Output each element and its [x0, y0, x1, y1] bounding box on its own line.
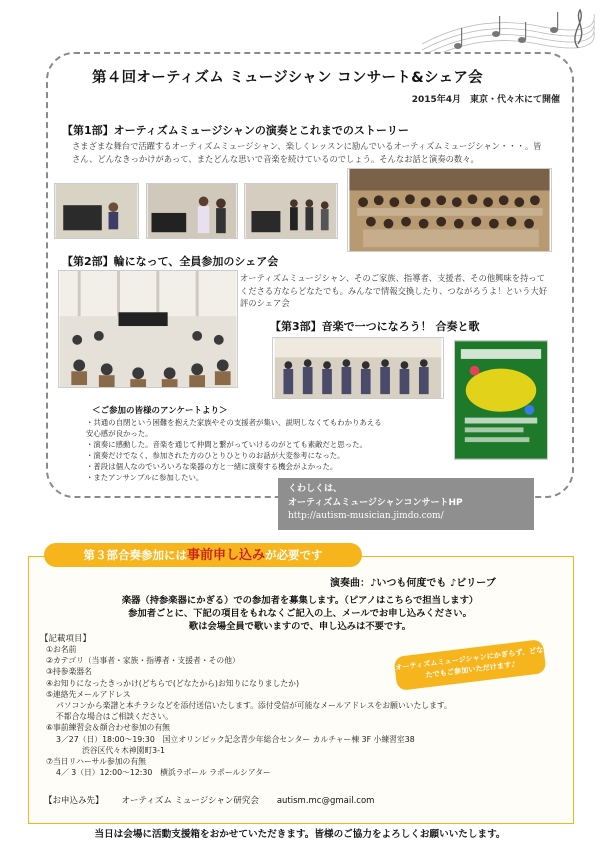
survey-comment: ・普段は個人なのでいろいろな楽器の方と一緒に演奏する機会がよかった。 [86, 462, 338, 471]
singing-note: 歌は会場全員で歌いますので、申し込みは不要です。 [188, 621, 412, 632]
required-item: ⑦当日リハーサル参加の有無 [46, 757, 146, 767]
survey-comment: ・またアンサンブルに参加したい。 [86, 473, 204, 482]
banner-text-emphasis: 事前申し込み [186, 548, 265, 563]
event-title: 第４回オーティズム ミュージシャン コンサート&シェア会 [92, 70, 483, 86]
required-item-detail: 3／27（日）18:00～19:30 国立オリンピック記念青少年総合センター カルチャー棟 3F 小練習室38 [56, 734, 415, 744]
required-item-detail: 4／ 3（日）12:00～12:30 横浜ラポール ラポールシアター [56, 768, 271, 778]
part1-description: さまざまな舞台で活躍するオーティズムミュージシャン、楽しくレッスンに励んでいるオーティズムミュージシャン・・・。皆さん、どんなきっかけがあって、またどんな思いで音楽を続けているのでしょう。そんなお話と演奏の数々。 [72, 141, 542, 164]
required-item-note: 不都合な場合はご相談ください。 [56, 712, 173, 722]
application-contact [44, 794, 392, 806]
part1-heading: 【第1部】オーティズムミュージシャンの演奏とこれまでのストーリー [62, 124, 409, 137]
photo-vocal-performance [146, 183, 238, 239]
footer-notice: 当日は会場に活動支援箱をおかせていただきます。皆様のご協力をよろしくお願いいたします。 [94, 829, 506, 840]
recruit-text: 楽器（持参楽器にかぎる）での参加者を募集します。（ピアノはこちらで担当します） [121, 595, 479, 606]
required-item-detail: 渋谷区代々木神園町3-1 [82, 745, 165, 755]
banner-text-post: が必要です [265, 548, 323, 562]
apply-organization: オーティズム ミュージシャン研究会 [121, 796, 259, 806]
part2-description: オーティズムミュージシャン、そのご家族、指導者、支援者、その他興味を持ってくださる方ならどなたでも。みんなで情報交換したり、つながろうよ！という大好評のシェア会 [240, 273, 547, 308]
open-participation-badge: オーティズムミュージシャンにかぎらず、どなたでもご参加いただけます♪ [393, 639, 546, 691]
homepage-box[interactable] [278, 478, 534, 530]
event-date-place: 2015年4月 東京・代々木にて開催 [411, 95, 560, 105]
required-item: ⑤連絡先メールアドレス [46, 689, 131, 699]
required-item-note: パソコンから楽譜と本チラシなどを添付送信いたします。添付受信が可能なメールアドレスをお願いいたします。 [56, 701, 452, 711]
homepage-url-link[interactable]: http://autism-musician.jimdo.com/ [288, 511, 444, 521]
survey-comments [86, 417, 386, 483]
photo-ensemble-play [272, 337, 444, 399]
recruit-text-2: 参加者ごとに、下記の項目をもれなくご記入の上、メールでお申し込みください。 [128, 608, 472, 619]
survey-comment: ・共通の自閉という困難を抱えた家族やその支援者が集い、説明しなくてもわかりあえる [86, 418, 382, 427]
part3-heading: 【第3部】音楽で一つになろう！ 合奏と歌 [270, 320, 480, 333]
photo-group-audience [347, 168, 552, 252]
banner-text-pre: 第３部合奏参加には [83, 548, 187, 562]
survey-comment: ・演奏に感動した。音楽を通じて仲間と繋がっていけるのがとても素敵だと思った。 [86, 440, 367, 449]
photo-ensemble-stage [244, 183, 338, 239]
required-items-heading: 【記載項目】 [40, 634, 92, 644]
survey-comment: 安心感が良かった。 [86, 429, 153, 438]
homepage-name: オーティズムミュージシャンコンサートHP [288, 497, 463, 508]
required-item: ①お名前 [46, 645, 77, 654]
concert-poster-image [454, 340, 548, 460]
song-list: 演奏曲：♪いつも何度でも ♪ビリーブ [330, 578, 496, 589]
required-item: ②カテゴリ（当事者・家族・指導者・支援者・その他） [46, 656, 240, 666]
survey-heading: ＜ご参加の皆様のアンケートより＞ [92, 406, 228, 416]
apply-label: 【お申込み先】 [44, 796, 104, 806]
required-item: ⑥事前練習会＆顔合わせ参加の有無 [46, 723, 170, 733]
required-item: ③持参楽器名 [46, 667, 92, 677]
part2-heading: 【第2部】輪になって、全員参加のシェア会 [62, 255, 279, 268]
preregistration-banner [44, 543, 362, 567]
survey-comment: ・演奏だけでなく、参加された方のひとりひとりのお話が大変参考になった。 [86, 451, 345, 460]
photo-piano-performance [54, 183, 139, 239]
homepage-intro: くわしくは、 [288, 484, 343, 494]
apply-email-link[interactable]: autism.mc@gmail.com [276, 796, 375, 806]
photo-share-circle [58, 270, 238, 388]
required-item: ④お知りになったきっかけ(どちらで(どなたから)お知りになりましたか) [46, 678, 299, 688]
